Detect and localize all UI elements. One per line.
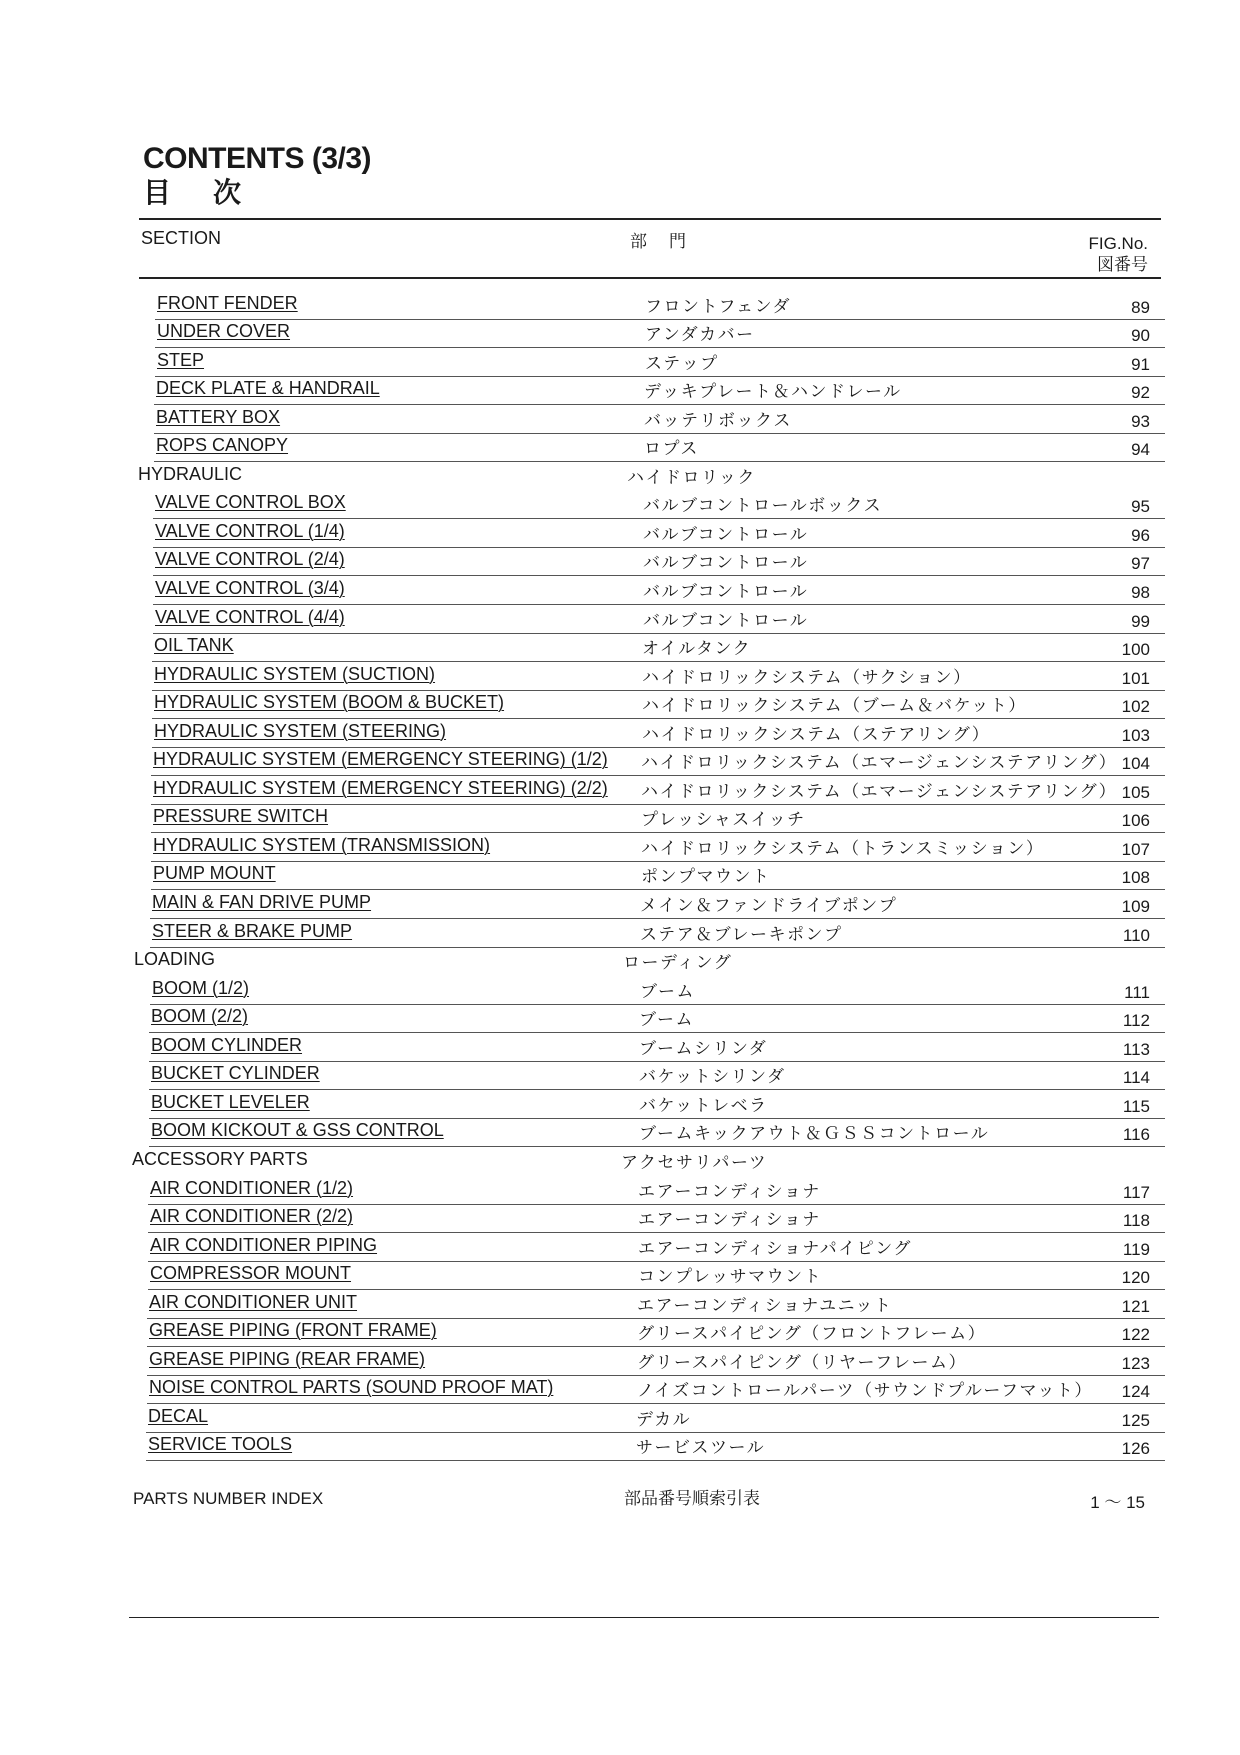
entry-fig-number: 92	[1131, 383, 1150, 403]
section-heading-ja: アクセサリパーツ	[621, 1152, 768, 1173]
entry-name-ja: ブームキックアウト＆ＧＳＳコントロール	[639, 1124, 990, 1145]
entry-name-ja: ハイドロリックシステム（サクション）	[642, 667, 972, 688]
entry-fig-number: 109	[1121, 897, 1150, 917]
entry-fig-number: 105	[1121, 782, 1150, 802]
entry-fig-number: 123	[1121, 1353, 1150, 1373]
entry-name-ja: バケットレベラ	[639, 1095, 768, 1116]
entry-name-ja: バッテリボックス	[644, 410, 792, 431]
entry-name-ja: エアーコンディショナ	[638, 1181, 821, 1202]
entry-name-en: ROPS CANOPY	[156, 435, 289, 456]
toc-row	[0, 576, 1240, 605]
toc-row	[0, 491, 1240, 520]
entry-name-ja: アンダカバー	[645, 325, 755, 346]
toc-row	[0, 377, 1240, 406]
toc-row	[0, 691, 1240, 720]
entry-name-ja: オイルタンク	[642, 639, 752, 660]
entry-name-en: AIR CONDITIONER (1/2)	[150, 1177, 354, 1198]
toc-row	[0, 748, 1240, 777]
entry-name-en: BATTERY BOX	[156, 406, 281, 427]
toc-row	[0, 434, 1240, 463]
parts-number-index-pages: 1 ～ 15	[1090, 1493, 1145, 1512]
toc-row	[0, 862, 1240, 891]
section-heading-en: HYDRAULIC	[138, 463, 243, 484]
entry-name-en: HYDRAULIC SYSTEM (EMERGENCY STEERING) (2/2)	[153, 777, 608, 798]
entry-name-ja: メイン＆ファンドライブポンプ	[640, 896, 898, 917]
toc-row	[0, 1233, 1240, 1262]
section-heading-row	[0, 1147, 1240, 1176]
entry-fig-number: 118	[1122, 1211, 1150, 1231]
entry-name-en: HYDRAULIC SYSTEM (TRANSMISSION)	[153, 834, 491, 855]
entry-fig-number: 98	[1131, 583, 1150, 603]
entry-fig-number: 99	[1131, 611, 1150, 631]
section-heading-row	[0, 462, 1240, 491]
entry-fig-number: 115	[1122, 1096, 1150, 1116]
toc-row	[0, 1433, 1240, 1462]
section-heading-en: LOADING	[134, 949, 216, 970]
toc-row	[0, 662, 1240, 691]
entry-fig-number: 97	[1131, 554, 1150, 574]
entry-name-ja: グリースパイピング（フロントフレーム）	[637, 1324, 987, 1345]
entry-name-ja: バルブコントロール	[643, 524, 809, 545]
fig-no-label: FIG.No.	[1088, 234, 1148, 253]
entry-name-en: NOISE CONTROL PARTS (SOUND PROOF MAT)	[149, 1377, 554, 1398]
entry-name-en: PRESSURE SWITCH	[153, 806, 329, 827]
toc-row	[0, 1062, 1240, 1091]
entry-fig-number: 103	[1121, 725, 1150, 745]
entry-name-en: VALVE CONTROL (1/4)	[155, 520, 345, 541]
section-heading-ja: ローディング	[623, 953, 733, 974]
toc-row	[0, 833, 1240, 862]
entry-name-ja: ハイドロリックシステム（ステアリング）	[642, 724, 991, 745]
entry-fig-number: 102	[1121, 697, 1150, 717]
entry-name-ja: サービスツール	[636, 1438, 766, 1459]
entry-fig-number: 111	[1124, 982, 1150, 1002]
toc-row	[0, 320, 1240, 349]
entry-fig-number: 108	[1121, 868, 1150, 888]
entry-name-ja: ハイドロリックシステム（エマージェンシステアリング）	[641, 753, 1118, 774]
entry-name-en: COMPRESSOR MOUNT	[150, 1263, 352, 1284]
entry-name-en: STEP	[157, 349, 205, 370]
entry-name-en: BUCKET LEVELER	[151, 1091, 310, 1112]
toc-row	[0, 1262, 1240, 1291]
entry-name-en: MAIN & FAN DRIVE PUMP	[152, 892, 372, 913]
toc-row	[0, 1176, 1240, 1205]
section-heading-row	[0, 948, 1240, 977]
toc-row	[0, 548, 1240, 577]
entry-fig-number: 90	[1131, 326, 1150, 346]
entry-fig-number: 89	[1131, 297, 1150, 317]
entry-name-en: VALVE CONTROL (3/4)	[155, 578, 345, 599]
entry-fig-number: 125	[1121, 1410, 1150, 1430]
entry-name-en: BUCKET CYLINDER	[151, 1063, 320, 1084]
entry-name-ja: ハイドロリックシステム（ブーム＆バケット）	[642, 696, 1027, 717]
entry-name-ja: ステップ	[645, 353, 719, 374]
entry-name-en: VALVE CONTROL (4/4)	[155, 606, 345, 627]
section-heading-ja: ハイドロリック	[627, 467, 756, 488]
entry-name-ja: バケットシリンダ	[639, 1067, 786, 1088]
entry-name-en: HYDRAULIC SYSTEM (BOOM & BUCKET)	[154, 692, 505, 713]
entry-fig-number: 104	[1121, 754, 1150, 774]
entry-fig-number: 126	[1121, 1439, 1150, 1459]
entry-name-en: BOOM KICKOUT & GSS CONTROL	[151, 1120, 444, 1141]
entry-name-ja: ブーム	[639, 1010, 694, 1031]
entry-name-ja: ブーム	[640, 981, 695, 1002]
entry-fig-number: 119	[1122, 1239, 1150, 1259]
entry-name-ja: バルブコントロールボックス	[643, 496, 883, 517]
entry-name-ja: ロプス	[644, 439, 699, 460]
toc-row	[0, 1205, 1240, 1234]
toc-row	[0, 919, 1240, 948]
entry-fig-number: 107	[1121, 839, 1150, 859]
toc-row	[0, 1090, 1240, 1119]
entry-name-ja: ハイドロリックシステム（トランスミッション）	[641, 838, 1045, 859]
entry-fig-number: 124	[1121, 1382, 1150, 1402]
toc-row	[0, 405, 1240, 434]
entry-name-ja: ハイドロリックシステム（エマージェンシステアリング）	[641, 781, 1118, 802]
contents-list	[0, 291, 1240, 1461]
entry-name-ja: ステア＆ブレーキポンプ	[640, 924, 843, 945]
entry-name-en: PUMP MOUNT	[153, 863, 276, 884]
entry-name-ja: プレッシャスイッチ	[641, 810, 806, 831]
zubango-label: 図番号	[1097, 255, 1148, 274]
entry-name-ja: バルブコントロール	[643, 553, 809, 574]
entry-name-ja: バルブコントロール	[643, 582, 809, 603]
toc-row	[0, 1290, 1240, 1319]
column-header-section: SECTION	[141, 228, 222, 248]
entry-name-en: HYDRAULIC SYSTEM (SUCTION)	[154, 663, 436, 684]
entry-fig-number: 122	[1121, 1325, 1150, 1345]
toc-row	[0, 890, 1240, 919]
entry-fig-number: 94	[1131, 440, 1150, 460]
entry-name-en: HYDRAULIC SYSTEM (STEERING)	[154, 720, 447, 741]
column-header-fig-no	[1088, 233, 1148, 275]
entry-name-en: GREASE PIPING (REAR FRAME)	[149, 1348, 426, 1369]
entry-fig-number: 117	[1122, 1182, 1150, 1202]
entry-fig-number: 116	[1122, 1125, 1150, 1145]
entry-underline	[146, 1460, 1165, 1461]
entry-name-en: VALVE CONTROL (2/4)	[155, 549, 345, 570]
page-subtitle: 目次	[143, 176, 284, 209]
column-header-bumon: 部門	[630, 232, 708, 252]
entry-name-en: BOOM CYLINDER	[151, 1034, 303, 1055]
entry-name-en: DECAL	[148, 1405, 209, 1426]
entry-name-ja: グリースパイピング（リヤーフレーム）	[637, 1352, 967, 1373]
entry-name-ja: コンプレッサマウント	[638, 1267, 823, 1288]
entry-name-ja: エアーコンディショナ	[638, 1210, 821, 1231]
toc-row	[0, 605, 1240, 634]
entry-name-en: BOOM (1/2)	[152, 977, 250, 998]
entry-name-ja: エアーコンディショナパイピング	[638, 1238, 912, 1259]
entry-name-en: OIL TANK	[154, 635, 234, 656]
entry-name-en: AIR CONDITIONER PIPING	[150, 1234, 378, 1255]
toc-row	[0, 634, 1240, 663]
entry-name-en: AIR CONDITIONER (2/2)	[150, 1206, 354, 1227]
entry-name-en: AIR CONDITIONER UNIT	[149, 1291, 358, 1312]
entry-fig-number: 106	[1121, 811, 1150, 831]
entry-fig-number: 121	[1121, 1296, 1150, 1316]
footer-rule	[129, 1617, 1159, 1618]
entry-fig-number: 114	[1122, 1068, 1150, 1088]
entry-fig-number: 113	[1122, 1039, 1150, 1059]
entry-fig-number: 95	[1131, 497, 1150, 517]
entry-name-ja: デカル	[636, 1409, 692, 1430]
toc-row	[0, 776, 1240, 805]
toc-row	[0, 1347, 1240, 1376]
entry-name-en: VALVE CONTROL BOX	[155, 492, 346, 513]
toc-row	[0, 1404, 1240, 1433]
entry-name-ja: バルブコントロール	[643, 610, 809, 631]
entry-fig-number: 96	[1131, 525, 1150, 545]
entry-name-ja: ブームシリンダ	[639, 1038, 768, 1059]
entry-fig-number: 91	[1131, 354, 1150, 374]
toc-row	[0, 719, 1240, 748]
toc-row	[0, 1119, 1240, 1148]
entry-name-ja: ポンプマウント	[641, 867, 771, 888]
entry-fig-number: 120	[1121, 1268, 1150, 1288]
toc-row	[0, 805, 1240, 834]
section-heading-en: ACCESSORY PARTS	[132, 1148, 308, 1169]
entry-name-ja: エアーコンディショナユニット	[637, 1295, 893, 1316]
header-bottom-rule	[139, 277, 1161, 279]
toc-row	[0, 1319, 1240, 1348]
toc-row	[0, 976, 1240, 1005]
entry-name-ja: ノイズコントロールパーツ（サウンドプルーフマット）	[637, 1381, 1093, 1402]
entry-fig-number: 93	[1131, 411, 1150, 431]
toc-row	[0, 348, 1240, 377]
toc-row	[0, 291, 1240, 320]
entry-name-en: DECK PLATE & HANDRAIL	[156, 378, 380, 399]
entry-name-en: HYDRAULIC SYSTEM (EMERGENCY STEERING) (1/2)	[153, 749, 608, 770]
toc-row	[0, 1033, 1240, 1062]
entry-fig-number: 112	[1122, 1011, 1150, 1031]
parts-number-index-ja: 部品番号順索引表	[624, 1489, 760, 1509]
entry-fig-number: 110	[1122, 925, 1150, 945]
entry-name-en: GREASE PIPING (FRONT FRAME)	[149, 1320, 437, 1341]
entry-name-ja: フロントフェンダ	[645, 296, 791, 317]
toc-row	[0, 1005, 1240, 1034]
entry-name-en: BOOM (2/2)	[151, 1006, 249, 1027]
header-top-rule	[139, 218, 1161, 220]
entry-name-en: FRONT FENDER	[157, 292, 298, 313]
entry-name-en: STEER & BRAKE PUMP	[152, 920, 353, 941]
toc-row	[0, 519, 1240, 548]
page-title: CONTENTS (3/3)	[143, 142, 372, 175]
entry-fig-number: 101	[1121, 668, 1150, 688]
parts-number-index-label: PARTS NUMBER INDEX	[133, 1489, 324, 1508]
toc-row	[0, 1376, 1240, 1405]
entry-fig-number: 100	[1121, 640, 1150, 660]
entry-name-en: UNDER COVER	[157, 321, 291, 342]
entry-name-ja: デッキプレート＆ハンドレール	[644, 382, 902, 403]
entry-name-en: SERVICE TOOLS	[148, 1434, 293, 1455]
